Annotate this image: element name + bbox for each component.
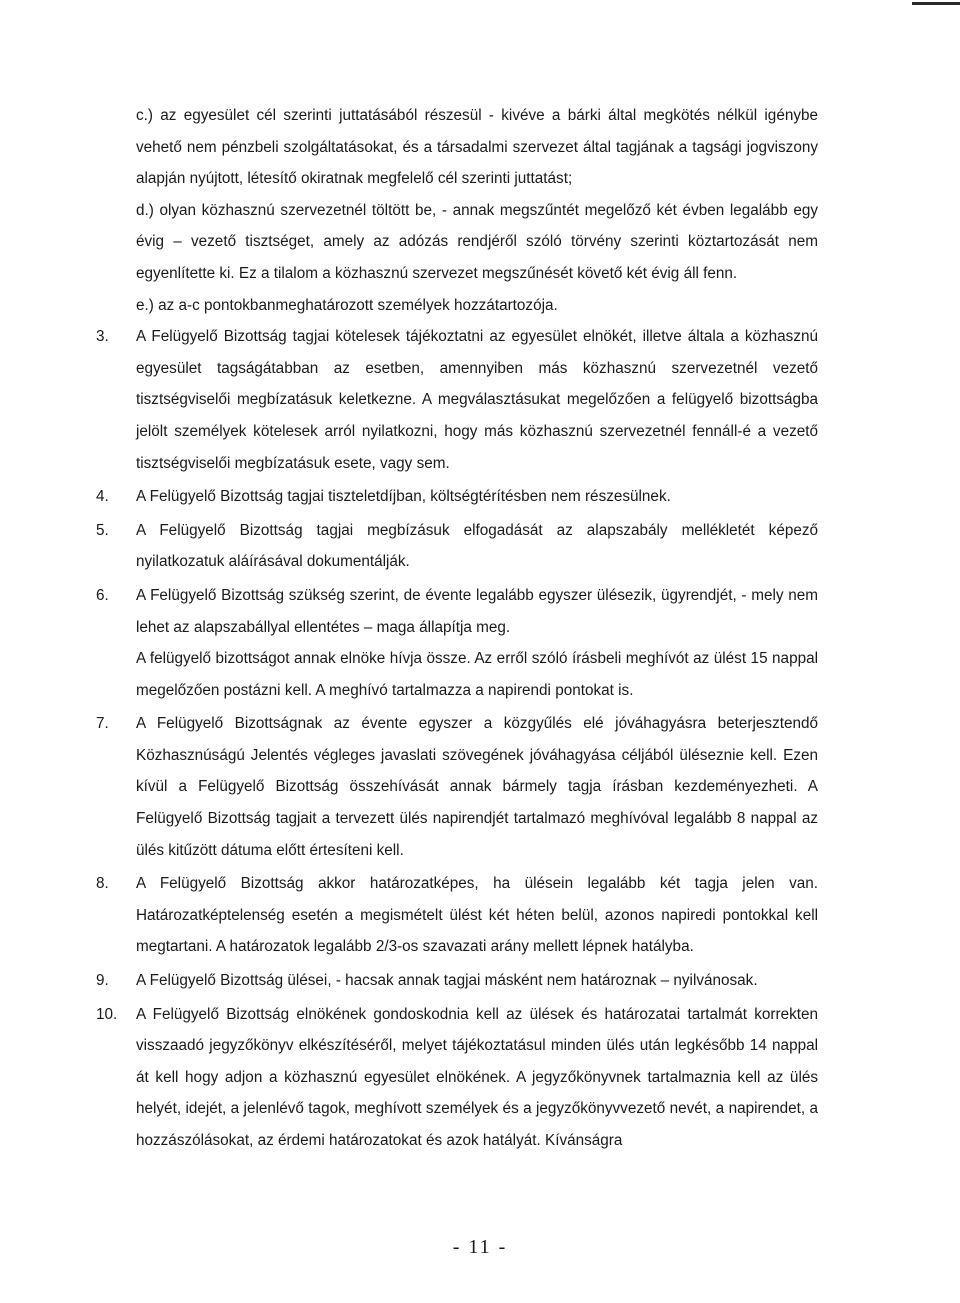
- paragraph-3: [96, 321, 818, 479]
- paragraph-10: [96, 999, 818, 1157]
- paragraph-7-text: A Felügyelő Bizottságnak az évente egyszer a közgyűlés elé jóváhagyásra beterjesztendő Közhasznúságú Jelentés végleges javaslati szövegének jóváhagyása céljából üléseznie kell. Ezen kívül a Felügyelő Bizottság összehívását annak bármely tagja írásban kezdeményezheti. A Felügyelő Bizottság tagjait a tervezett ülés napirendjét tartalmazó meghívóval legalább 8 nappal az ülés kitűzött dátuma előtt értesíteni kell.: [136, 715, 818, 859]
- paragraph-e: [136, 290, 818, 322]
- paragraph-4: [96, 481, 818, 513]
- paragraph-3-text: A Felügyelő Bizottság tagjai kötelesek tájékoztatni az egyesület elnökét, illetve általa a közhasznú egyesület tagságátabban az esetben, amennyiben más közhasznú szervezetnél vezető tisztségviselői megbízatásuk keletkezne. A megválasztásukat megelőzően a felügyelő bizottságba jelölt személyek kötelesek arról nyilatkozni, hogy más közhasznú szervezetnél fennáll-é a vezető tisztségviselői megbízatásuk esete, vagy sem.: [136, 328, 818, 472]
- paragraph-8: [96, 868, 818, 963]
- paragraph-10-text: A Felügyelő Bizottság elnökének gondoskodnia kell az ülések és határozatai tartalmát korrekten visszaadó jegyzőkönyv elkészítéséről, melyet tájékoztatásul minden ülés után legkésőbb 14 nappal át kell hogy adjon a közhasznú egyesület elnökének. A jegyzőkönyvnek tartalmaznia kell az ülés helyét, idejét, a jelenlévő tagok, meghívott személyek és a jegyzőkönyvvezető nevét, a napirendet, a hozzászólásokat, az érdemi határozatokat és azok hatályát. Kívánságra: [136, 1005, 818, 1149]
- paragraph-5-text: A Felügyelő Bizottság tagjai megbízásuk elfogadását az alapszabály mellékletét képező nyilatkozatuk aláírásával dokumentálják.: [136, 521, 818, 571]
- paragraph-4-number: 4.: [96, 488, 109, 506]
- paragraph-7: [96, 708, 818, 866]
- paragraph-d-text: d.) olyan közhasznú szervezetnél töltött be, - annak megszűntét megelőző két évben legalább egy évig – vezető tisztséget, amely az adózás rendjéről szóló törvény szerinti köztartozását nem egyenlítette ki. Ez a tilalom a közhasznú szervezet megszűnését követő két évig áll fenn.: [136, 201, 818, 282]
- paragraph-6-text: A Felügyelő Bizottság szükség szerint, de évente legalább egyszer ülésezik, ügyrendjét, - mely nem lehet az alapszabállyal ellentétes – maga állapítja meg.: [136, 586, 818, 636]
- document-body: [96, 100, 818, 1159]
- paragraph-9-text: A Felügyelő Bizottság ülései, - hacsak annak tagjai másként nem határoznak – nyilvánosak.: [136, 972, 758, 990]
- paragraph-7-number: 7.: [96, 715, 109, 733]
- paragraph-d: [136, 195, 818, 290]
- page-number: - 11 -: [452, 1236, 508, 1258]
- paragraph-9-number: 9.: [96, 972, 109, 990]
- paragraph-6-number: 6.: [96, 586, 109, 604]
- paragraph-5-number: 5.: [96, 521, 109, 539]
- paragraph-4-text: A Felügyelő Bizottság tagjai tiszteletdíjban, költségtérítésben nem részesülnek.: [136, 488, 671, 506]
- paragraph-6-continuation: A felügyelő bizottságot annak elnöke hívja össze. Az erről szóló írásbeli meghívót az ülést 15 nappal megelőzően postázni kell. A meghívó tartalmazza a napirendi pontokat is.: [136, 650, 818, 699]
- paragraph-6: [96, 580, 818, 706]
- paragraph-e-text: e.) az a-c pontokbanmeghatározott személyek hozzátartozója.: [136, 296, 558, 314]
- paragraph-c: [136, 100, 818, 195]
- paragraph-9: [96, 965, 818, 997]
- paragraph-5: [96, 515, 818, 578]
- paragraph-10-number: 10.: [96, 1005, 118, 1023]
- paragraph-8-number: 8.: [96, 875, 109, 893]
- paragraph-c-text: c.) az egyesület cél szerinti juttatásából részesül - kivéve a bárki által megkötés nélkül igénybe vehető nem pénzbeli szolgáltatásokat, és a társadalmi szervezet által tagjának a tagsági jogviszony alapján nyújtott, létesítő okiratnak megfelelő cél szerinti juttatást;: [136, 107, 818, 188]
- scan-edge-mark: [912, 2, 960, 5]
- paragraph-3-number: 3.: [96, 328, 109, 346]
- paragraph-8-text: A Felügyelő Bizottság akkor határozatképes, ha ülésein legalább két tagja jelen van. Határozatképtelenség esetén a megismételt ülést két héten belül, azonos napiredi pontokkal kell megtartani. A határozatok legalább 2/3-os szavazati arány mellett lépnek hatályba.: [136, 875, 818, 956]
